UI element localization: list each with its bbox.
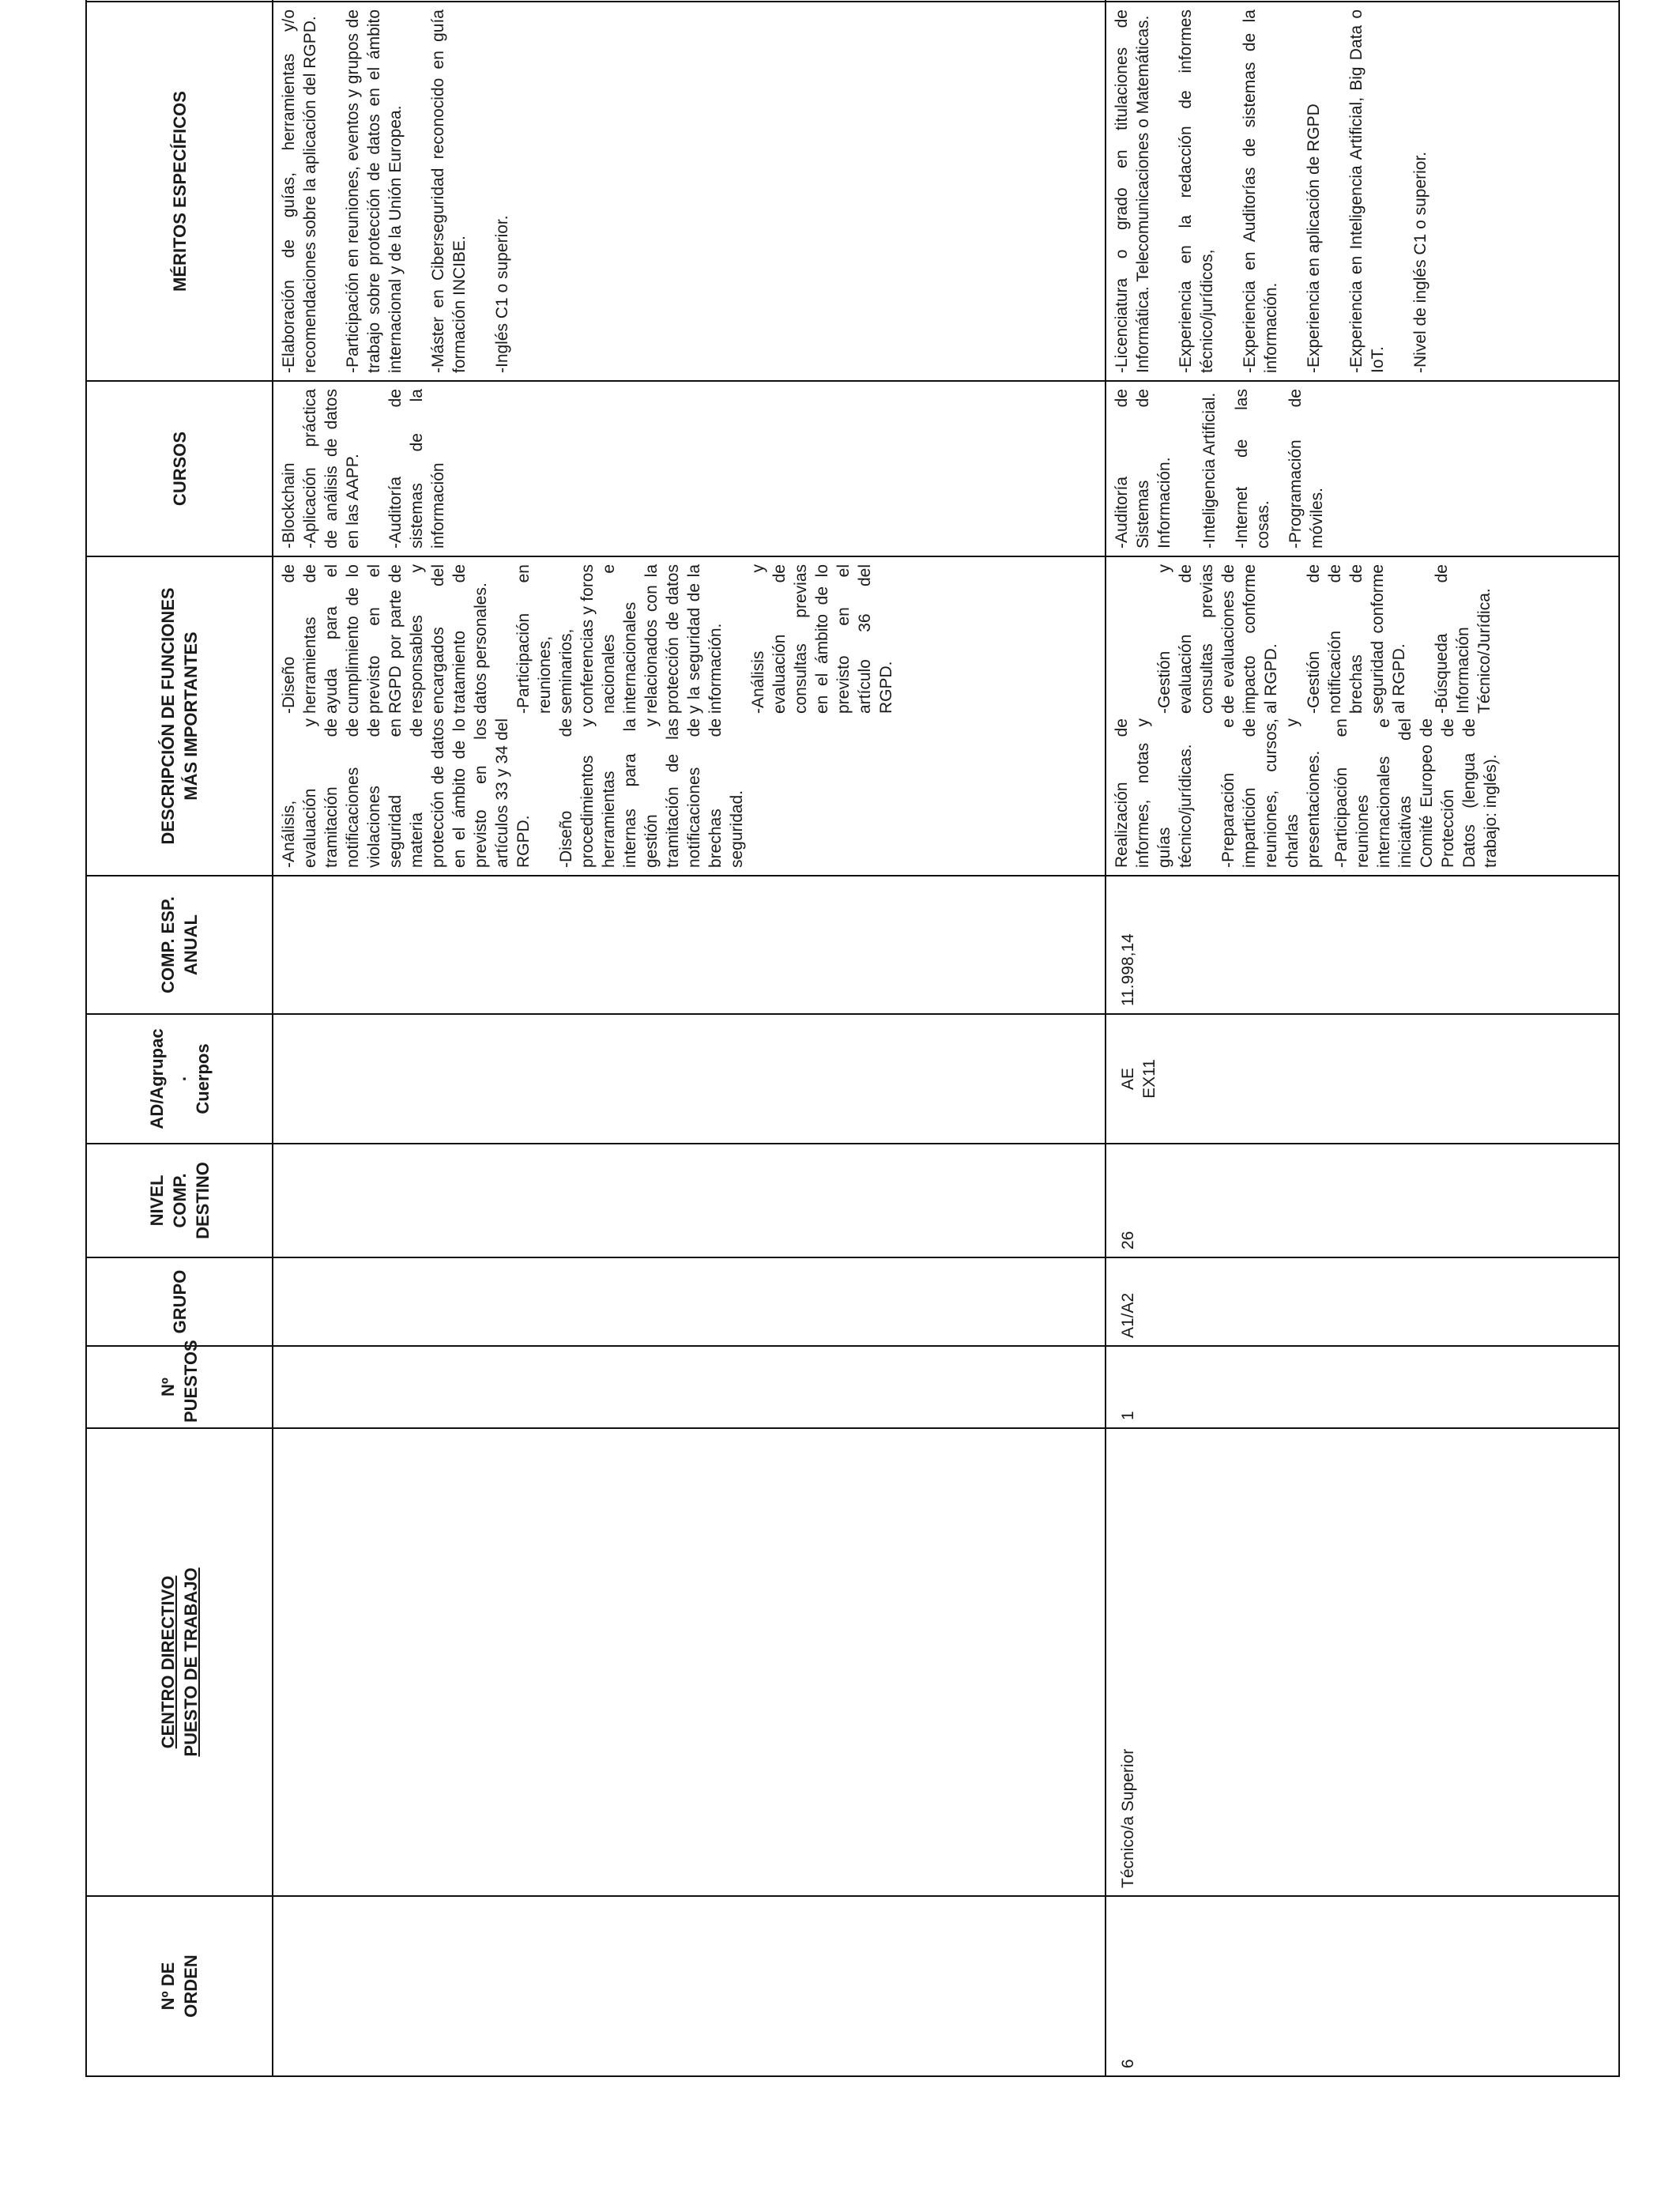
cell-meritos (1106, 2, 1619, 381)
curso-item: -Aplicación práctica de análisis de datos en las AAPP. (301, 389, 362, 548)
curso-item: -Auditoría de Sistemas de Información. (1113, 389, 1173, 548)
cell-orden (1106, 1896, 1619, 2076)
descripcion-item: -Búsqueda de Información Técnico/Jurídica. (1433, 564, 1494, 714)
comp-anual-value: 11.998,14 (1119, 933, 1137, 1006)
ad-value-line1: AE (1119, 1068, 1137, 1091)
header-nivel (86, 1144, 273, 1257)
descripcion-item: Realización de informes, notas y guías técnico/jurídicas. (1113, 718, 1195, 868)
cell-cursos (273, 381, 1106, 556)
cell-cursos (1106, 381, 1619, 556)
ad-value-line2: EX11 (1140, 1059, 1158, 1099)
cell-orden (273, 1896, 1106, 2076)
descripcion-item: -Gestión y evaluación de consultas previas de evaluaciones de impacto conforme al RGPD. (1155, 564, 1280, 714)
cell-comp-anual (273, 876, 1106, 1014)
puesto-value: Técnico/a Superior (1119, 1748, 1137, 1888)
header-meritos-label: MÉRITOS ESPECÍFICOS (169, 91, 190, 292)
descripcion-item: -Diseño de herramientas de ayuda para el cumplimiento de lo previsto en el RGPD por parte de responsables y encargados del tratamiento de datos personales. (280, 564, 490, 714)
descripcion-item: -Gestión de notificación de brechas de seguridad conforme al RGPD. (1305, 564, 1408, 714)
cell-meritos (273, 2, 1106, 381)
orden-value: 6 (1119, 2059, 1137, 2068)
descripcion-item: -Preparación e impartición de reuniones, cursos, charlas y presentaciones. (1219, 718, 1323, 868)
header-centro-line2: PUESTO DE TRABAJO (181, 1567, 201, 1757)
descripcion-col-2 (1111, 564, 1523, 714)
num-puestos-value: 1 (1119, 1411, 1137, 1420)
cell-nivel (273, 1144, 1106, 1257)
cell-puntuacion (273, 0, 1106, 2)
cell-nivel (1106, 1144, 1619, 1257)
header-nivel-line1: NIVEL (146, 1174, 167, 1227)
header-row (86, 0, 273, 2076)
header-puestos-line2: PUESTOS (181, 1340, 201, 1423)
merito-item: -Experiencia en Inteligencia Artificial, Big Data o IoT. (1347, 9, 1387, 373)
rotated-page (85, 9, 1596, 2077)
cell-descripcion (1106, 556, 1619, 876)
header-descripcion-line2: MÁS IMPORTANTES (181, 631, 201, 801)
merito-item: -Experiencia en la redacción de informes técnico/jurídicos, (1177, 9, 1216, 373)
curso-item: -Blockchain (280, 462, 298, 548)
cell-grupo (1106, 1257, 1619, 1346)
cell-ad (1106, 1014, 1619, 1144)
descripcion-item: -Análisis y evaluación de consultas previas en el ámbito de lo previsto en el artículo 36 del RGPD. (749, 564, 895, 714)
curso-item: -Inteligencia Artificial. (1200, 392, 1219, 548)
merito-item: -Nivel de inglés C1 o superior. (1411, 151, 1430, 373)
header-comp-line2: ANUAL (181, 914, 201, 975)
header-nivel-line2: COMP. (169, 1173, 190, 1228)
merito-item: -Inglés C1 o superior. (493, 215, 511, 373)
descripcion-item: -Participación en reuniones, seminarios, conferencias y foros nacionales e internacionales relacionados con la protección de datos y la seguridad de la información. (514, 564, 725, 714)
cell-puntuacion (1106, 0, 1619, 2)
descripcion-item: -Análisis, evaluación y tramitación de notificaciones de violaciones de seguridad en materia de protección de datos en el ámbito de lo previsto en los artículos 33 y 34 del RGPD. (280, 718, 533, 868)
cell-num-puestos (273, 1346, 1106, 1428)
table-row (1106, 0, 1619, 2076)
merito-item: -Elaboración de guías, herramientas y/o recomendaciones sobre la aplicación del RGPD. (280, 9, 319, 373)
descripcion-col-1 (1111, 718, 1523, 868)
puestos-table (85, 0, 1620, 2077)
header-ad (86, 1014, 273, 1144)
merito-item: -Experiencia en Auditorías de sistemas de la información. (1241, 9, 1280, 373)
header-centro (86, 1428, 273, 1896)
header-comp (86, 876, 273, 1014)
header-comp-line1: COMP. ESP. (158, 896, 178, 993)
cell-comp-anual (1106, 876, 1619, 1014)
descripcion-col-1 (278, 718, 918, 868)
curso-item: -Programación de móviles. (1286, 389, 1326, 548)
header-ad-line3: Cuerpos (192, 1043, 213, 1114)
header-cursos-label: CURSOS (169, 431, 190, 507)
descripcion-col-2 (278, 564, 918, 714)
header-cursos (86, 381, 273, 556)
header-grupo (86, 1257, 273, 1346)
header-descripcion-line1: DESCRIPCIÓN DE FUNCIONES (158, 587, 178, 845)
merito-item: -Experiencia en aplicación de RGPD (1305, 104, 1323, 373)
descripcion-item: -Diseño de procedimientos y herramientas internas para la gestión y tramitación de las notificaciones de brechas de seguridad. (557, 718, 746, 868)
merito-item: -Máster en Ciberseguridad reconocido en guía formación INCIBE. (429, 9, 469, 373)
cell-puesto (273, 1428, 1106, 1896)
cell-ad (273, 1014, 1106, 1144)
merito-item: -Licenciatura o grado en titulaciones de Informática. Telecomunicaciones o Matemáticas. (1113, 9, 1152, 373)
header-puestos-line1: Nº (158, 1378, 178, 1397)
header-nivel-line3: DESTINO (192, 1162, 213, 1239)
header-centro-line1: CENTRO DIRECTIVO (158, 1575, 178, 1749)
header-descripcion (86, 556, 273, 876)
cell-num-puestos (1106, 1346, 1619, 1428)
cell-puesto (1106, 1428, 1619, 1896)
header-puestos (86, 1340, 273, 1428)
curso-item: -Internet de las cosas. (1233, 389, 1272, 548)
curso-item: -Auditoría de sistemas de la información (386, 389, 447, 548)
header-ad-line1: AD/Agrupac (146, 1028, 167, 1129)
header-puntuacion (86, 0, 273, 2)
grupo-value: A1/A2 (1119, 1292, 1137, 1338)
table-row (273, 0, 1106, 2076)
cell-descripcion (273, 556, 1106, 876)
header-ad-line2: . (169, 1076, 190, 1082)
header-orden-line1: Nº DE (158, 1962, 178, 2011)
cell-grupo (273, 1257, 1106, 1346)
header-meritos (86, 2, 273, 381)
merito-item: -Participación en reuniones, eventos y grupos de trabajo sobre protección de datos en el ámbito internacional y de la Unión Europea. (344, 9, 405, 373)
header-grupo-label: GRUPO (169, 1269, 190, 1334)
header-orden-line2: ORDEN (181, 1955, 201, 2018)
nivel-value: 26 (1119, 1231, 1137, 1250)
descripcion-item: -Participación en reuniones internacionales e iniciativas del Comité Europeo de Protección de Datos (lengua de trabajo: inglés). (1332, 718, 1500, 868)
header-orden (86, 1896, 273, 2076)
